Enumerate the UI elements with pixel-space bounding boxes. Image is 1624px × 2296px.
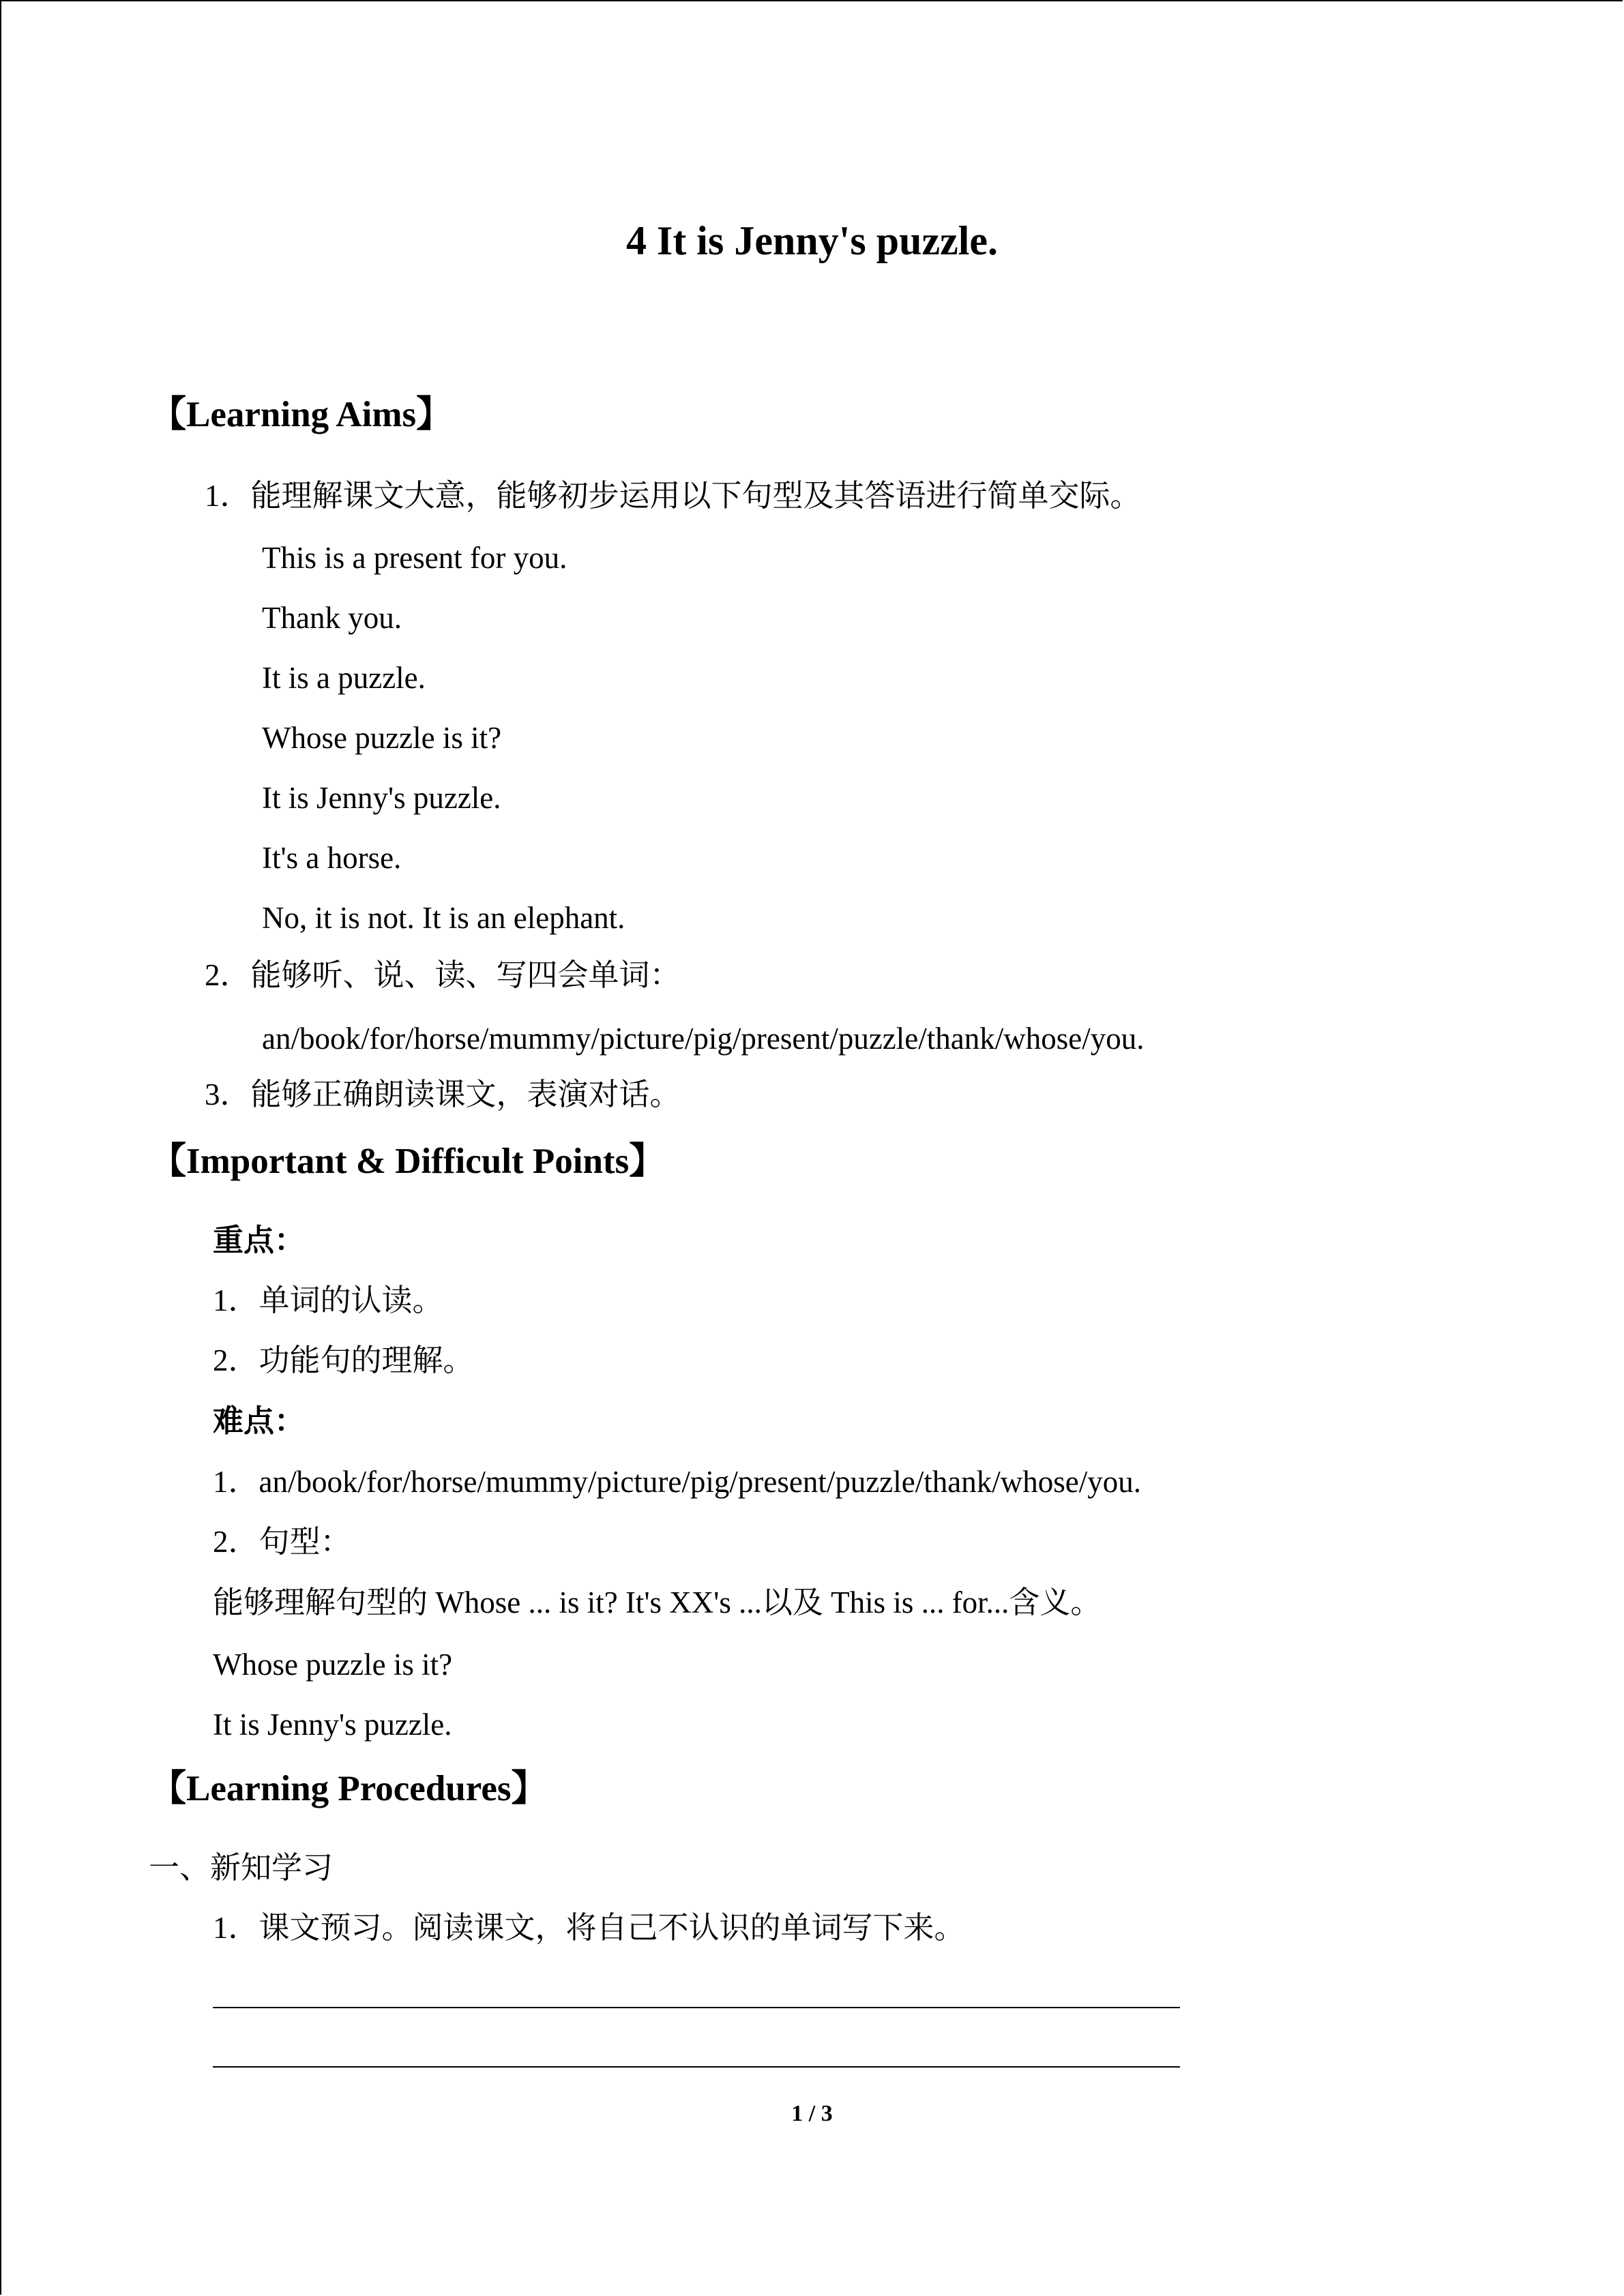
- pattern-description: 能够理解句型的 Whose ... is it? It's XX's ...以及 This is ... for...含义。: [213, 1585, 1102, 1620]
- important-item: 1．单词的认读。: [213, 1283, 443, 1317]
- aim-item-2: 2．能够听、说、读、写四会单词：: [205, 958, 681, 992]
- answer-blank-line: [213, 2066, 1180, 2068]
- example-answer: It is Jenny's puzzle.: [213, 1708, 452, 1742]
- aim-item-3: 3．能够正确朗读课文，表演对话。: [205, 1077, 681, 1112]
- aim-sentence: It's a horse.: [262, 841, 402, 875]
- aim-sentence: This is a present for you.: [262, 541, 567, 575]
- aim-sentence: Whose puzzle is it?: [262, 721, 502, 755]
- procedures-heading: 【Learning Procedures】: [150, 1769, 548, 1808]
- important-item: 2．功能句的理解。: [213, 1343, 474, 1377]
- document-title: 4 It is Jenny's puzzle.: [625, 218, 999, 263]
- aim-word-list: an/book/for/horse/mummy/picture/pig/present/puzzle/thank/whose/you.: [262, 1022, 1145, 1056]
- task-item: 1．课文预习。阅读课文，将自己不认识的单词写下来。: [213, 1911, 965, 1945]
- aim-item-1: 1．能理解课文大意，能够初步运用以下句型及其答语进行简单交际。: [205, 479, 1141, 513]
- key-points-heading: 【Important & Difficult Points】: [150, 1142, 666, 1181]
- answer-blank-line: [213, 2007, 1180, 2008]
- example-question: Whose puzzle is it?: [213, 1648, 453, 1682]
- aim-sentence: It is a puzzle.: [262, 661, 426, 695]
- difficult-item-1: 1．an/book/for/horse/mummy/picture/pig/present/puzzle/thank/whose/you.: [213, 1465, 1141, 1499]
- aim-sentence: No, it is not. It is an elephant.: [262, 901, 625, 935]
- aim-sentence: Thank you.: [262, 601, 402, 635]
- aim-sentence: It is Jenny's puzzle.: [262, 781, 501, 815]
- learning-aims-heading: 【Learning Aims】: [150, 395, 453, 434]
- section-heading: 一、新知学习: [149, 1851, 334, 1885]
- page-number: 1 / 3: [791, 2101, 833, 2126]
- difficult-label: 难点：: [213, 1404, 306, 1438]
- difficult-item-2: 2．句型：: [213, 1525, 351, 1559]
- important-label: 重点：: [213, 1223, 306, 1257]
